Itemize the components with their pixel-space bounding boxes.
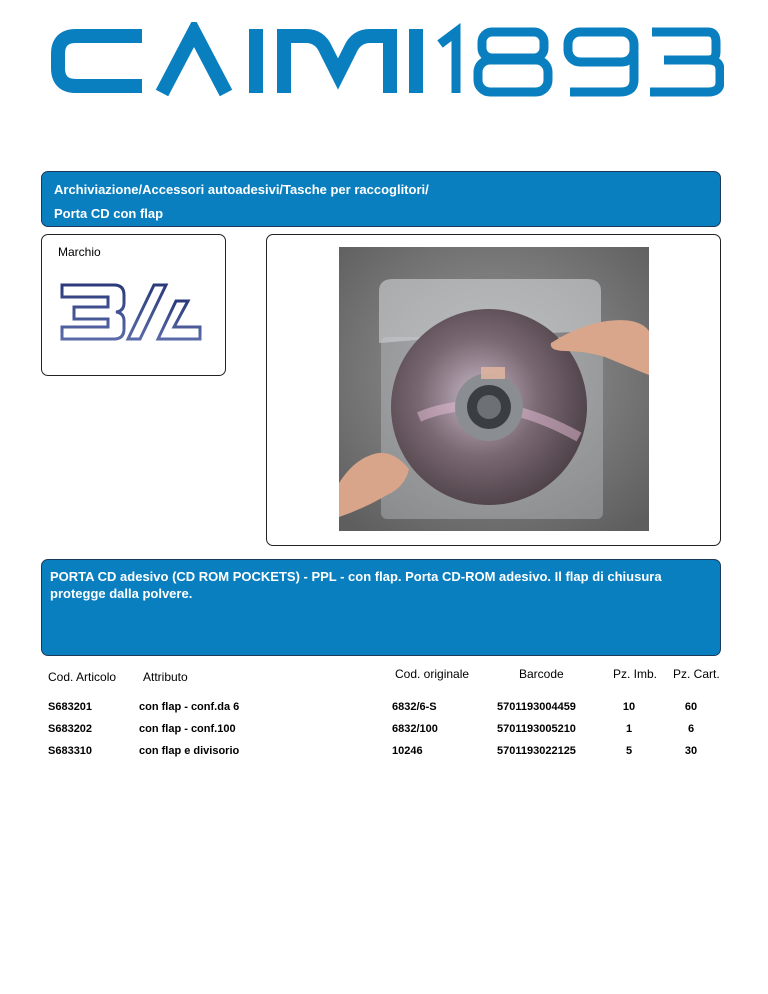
col-header-barcode: Barcode [519,667,564,681]
table-row [0,723,768,743]
row-attribute: con flap - conf.da 6 [139,701,240,713]
col-header-code: Cod. Articolo [48,670,117,684]
row-barcode: 5701193005210 [497,723,576,735]
product-image-box [266,234,721,546]
product-description: PORTA CD adesivo (CD ROM POCKETS) - PPL - con flap. Porta CD-ROM adesivo. Il flap di chiusura protegge dalla polvere. [41,559,721,656]
col-header-pz-cart: Pz. Cart. [673,667,720,681]
col-header-pz-imb: Pz. Imb. [613,667,658,681]
row-pz-cart: 60 [684,701,698,713]
caimi-1893-logo [44,22,724,100]
row-pz-cart: 30 [684,745,698,757]
row-code: S683201 [48,701,93,713]
row-original: 10246 [392,745,423,757]
category-header [41,171,721,227]
brand-label: Marchio [58,245,101,259]
product-photo [339,247,649,531]
row-pz-imb: 10 [622,701,636,713]
row-barcode: 5701193004459 [497,701,576,713]
row-code: S683202 [48,723,93,735]
col-header-original: Cod. originale [395,667,470,681]
table-row [0,745,768,765]
row-pz-imb: 1 [625,723,633,735]
row-attribute: con flap - conf.100 [139,723,236,735]
brand-box [41,234,226,376]
row-code: S683310 [48,745,93,757]
table-row [0,701,768,721]
row-barcode: 5701193022125 [497,745,576,757]
row-pz-imb: 5 [625,745,633,757]
row-pz-cart: 6 [687,723,695,735]
row-original: 6832/100 [392,723,438,735]
col-header-attribute: Attributo [143,670,188,684]
category-path: Archiviazione/Accessori autoadesivi/Tasche per raccoglitori/ [54,182,429,197]
brand-logo-3l [58,281,204,343]
category-name: Porta CD con flap [54,206,164,221]
row-attribute: con flap e divisorio [139,745,240,757]
row-original: 6832/6-S [392,701,437,713]
